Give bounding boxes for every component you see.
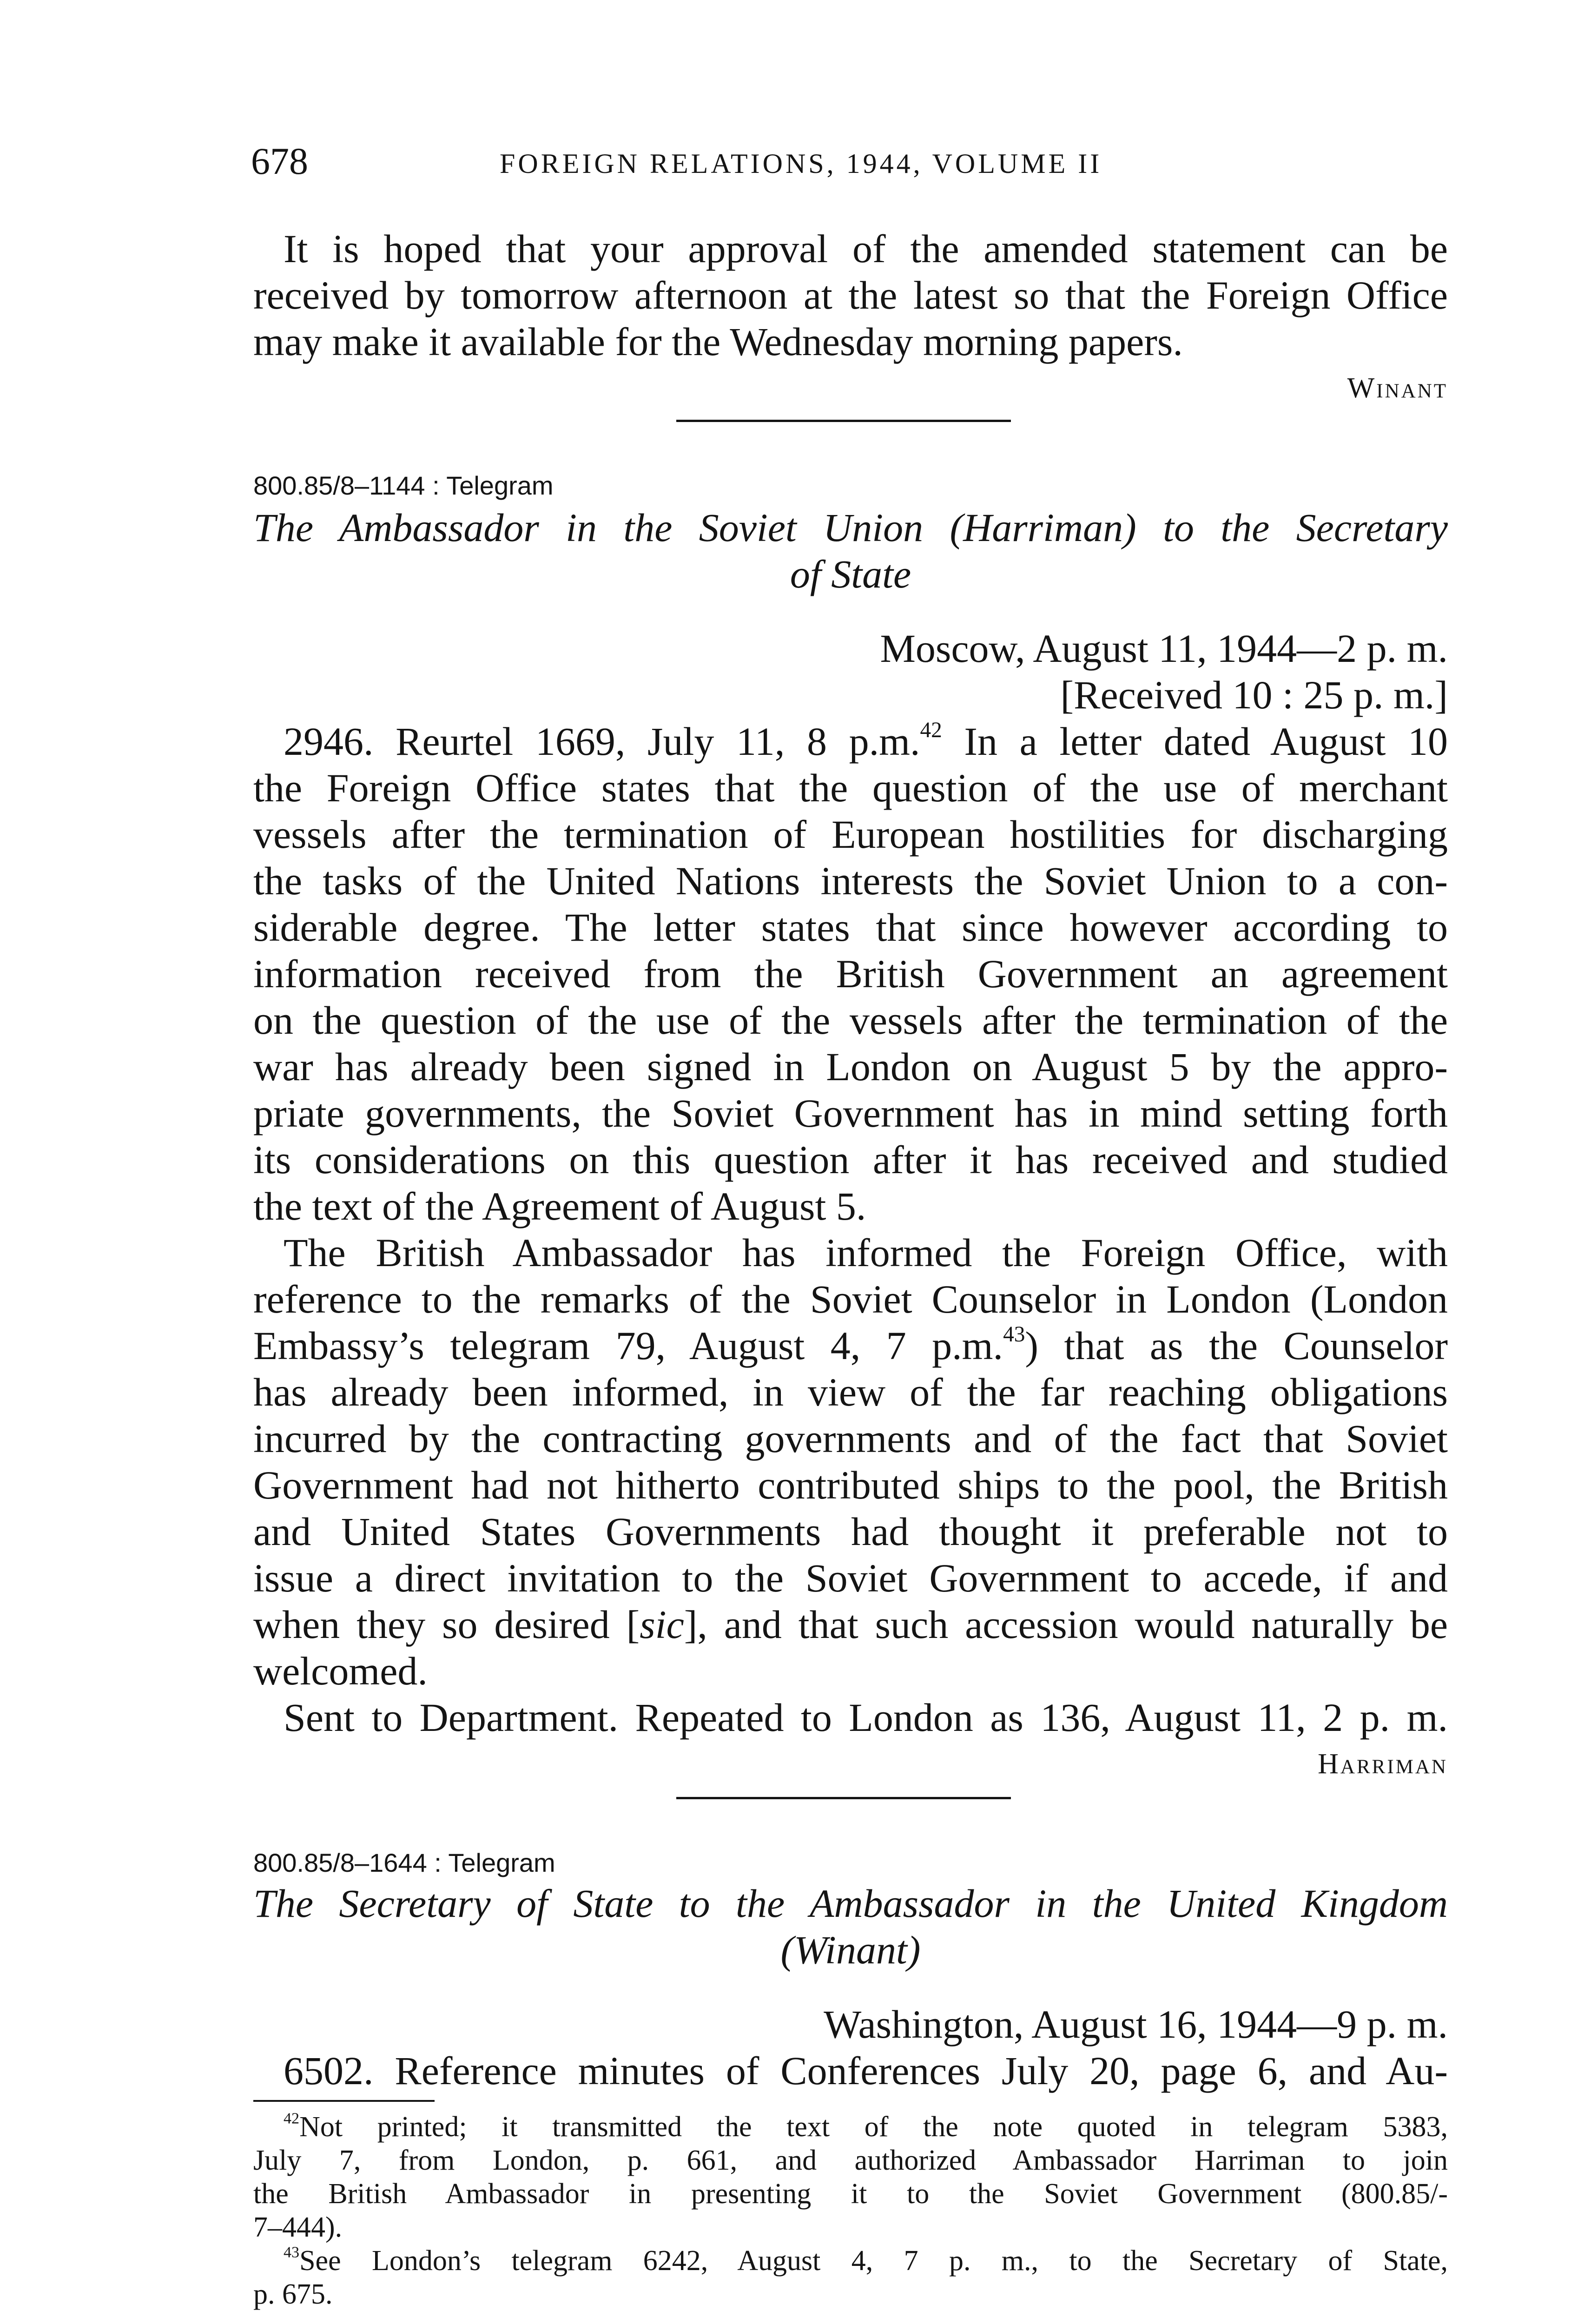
body-line: Sent to Department. Repeated to London as 136, August 11, 2 p. m. [284, 1695, 1448, 1740]
body-line: priate governments, the Soviet Government has in mind setting forth [253, 1091, 1448, 1136]
running-title: FOREIGN RELATIONS, 1944, VOLUME II [500, 148, 1102, 179]
body-line: 2946. Reurtel 1669, July 11, 8 p.m.$^{42}$ In a letter dated August 10 [284, 718, 1448, 764]
body-line: welcomed. [253, 1649, 428, 1693]
body-line: received by tomorrow afternoon at the latest so that the Foreign Office [253, 273, 1448, 317]
footnote-line: 7–444). [253, 2212, 343, 2243]
section-divider [676, 1797, 1011, 1799]
document-heading-cont: (Winant) [780, 1928, 921, 1972]
body-line: information received from the British Government an agreement [253, 951, 1448, 996]
signature-winant: Winant [1347, 372, 1448, 404]
body-line: may make it available for the Wednesday morning papers. [253, 319, 1183, 364]
body-line: Government had not hitherto contributed ships to the pool, the British [253, 1463, 1448, 1507]
sic-marker: sic [640, 1602, 684, 1647]
body-line: incurred by the contracting governments and of the fact that Soviet [253, 1416, 1448, 1461]
footnote-ref-43: 43 [1003, 1322, 1025, 1347]
body-line: its considerations on this question after it has received and studied [253, 1137, 1448, 1182]
footnote-rule [253, 2100, 435, 2102]
document-heading-cont: of State [790, 552, 911, 596]
body-line: war has already been signed in London on August 5 by the appro- [253, 1044, 1448, 1089]
body-line: the Foreign Office states that the question of the use of merchant [253, 766, 1448, 810]
footnote-43: $^{43}$See London’s telegram 6242, August 4, 7 p. m., to the Secretary of State, [284, 2244, 1448, 2277]
section-divider [676, 420, 1011, 422]
body-line: issue a direct invitation to the Soviet Government to accede, if and [253, 1556, 1448, 1600]
body-line: It is hoped that your approval of the amended statement can be [284, 226, 1448, 271]
body-line: has already been informed, in view of the far reaching obligations [253, 1370, 1448, 1414]
footnote-ref-42: 42 [920, 718, 942, 743]
footnote-line: p. 675. [253, 2278, 333, 2310]
dateline: Washington, August 16, 1944—9 p. m. [824, 2002, 1448, 2047]
footnote-line: the British Ambassador in presenting it to the Soviet Government (800.85/- [253, 2178, 1448, 2210]
body-line: vessels after the termination of European hostilities for discharging [253, 812, 1448, 857]
file-reference: 800.85/8–1144 : Telegram [253, 471, 554, 500]
body-line: reference to the remarks of the Soviet Counselor in London (London [253, 1277, 1448, 1321]
body-line: siderable degree. The letter states that since however according to [253, 905, 1448, 950]
body-line: The British Ambassador has informed the Foreign Office, with [284, 1230, 1448, 1275]
body-line: 6502. Reference minutes of Conferences July 20, page 6, and Au- [284, 2048, 1448, 2093]
document-heading: The Ambassador in the Soviet Union (Harriman) to the Secretary [253, 505, 1448, 550]
footnote-line: July 7, from London, p. 661, and authorized Ambassador Harriman to join [253, 2145, 1448, 2176]
body-line: on the question of the use of the vessels after the termination of the [253, 998, 1448, 1043]
body-line: the tasks of the United Nations interests the Soviet Union to a con- [253, 858, 1448, 903]
footnote-42: $^{42}$Not printed; it transmitted the text of the note quoted in telegram 5383, [284, 2110, 1448, 2143]
dateline: Moscow, August 11, 1944—2 p. m. [880, 626, 1448, 671]
body-line: the text of the Agreement of August 5. [253, 1184, 866, 1228]
footnote-number-43: 43 [284, 2244, 300, 2261]
page-number: 678 [251, 140, 308, 182]
body-line: Embassy’s telegram 79, August 4, 7 p.m.$^{43}$) that as the Counselor [253, 1322, 1448, 1368]
body-line: when they so desired [sic], and that such accession would naturally be [253, 1602, 1448, 1647]
body-line: and United States Governments had thought it preferable not to [253, 1509, 1448, 1554]
document-heading: The Secretary of State to the Ambassador in the United Kingdom [253, 1881, 1448, 1926]
footnote-number-42: 42 [284, 2110, 300, 2127]
file-reference: 800.85/8–1644 : Telegram [253, 1848, 555, 1877]
received-time: [Received 10 : 25 p. m.] [1060, 673, 1448, 717]
signature-harriman: Harriman [1318, 1748, 1448, 1780]
